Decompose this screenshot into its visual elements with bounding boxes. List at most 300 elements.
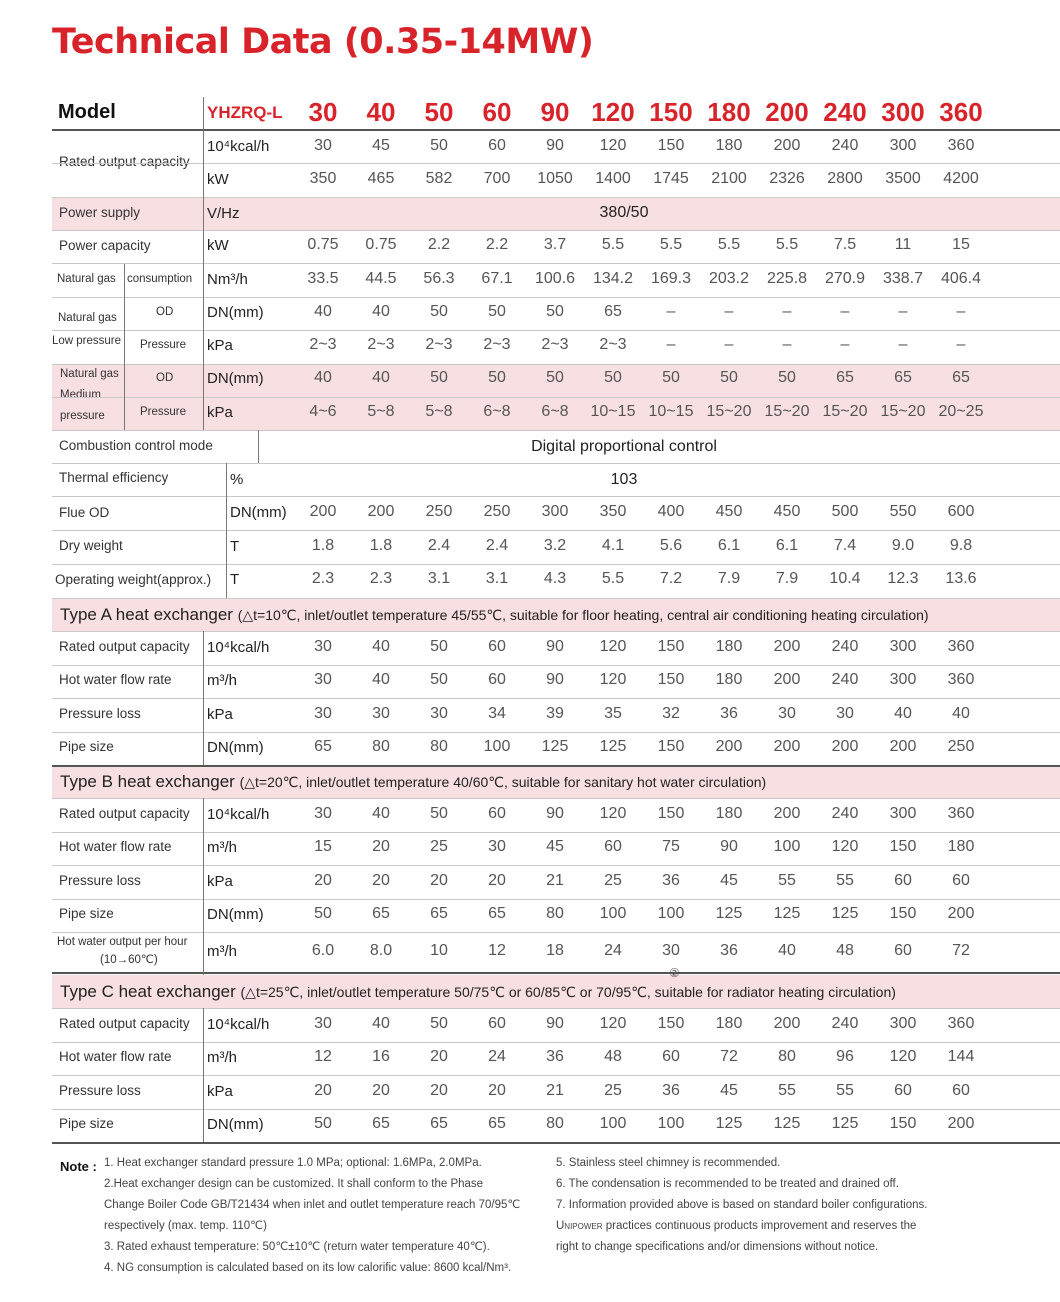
value-cell: 2100 bbox=[711, 170, 747, 187]
column-divider bbox=[226, 463, 227, 598]
value-cell: 100 bbox=[483, 738, 511, 756]
value-cell: 250 bbox=[947, 738, 975, 756]
value-cell: 40 bbox=[314, 303, 332, 320]
value-cell: 4~6 bbox=[309, 403, 337, 420]
brand-name: Unipower bbox=[556, 1220, 603, 1232]
value-cell: 120 bbox=[889, 1048, 917, 1066]
value-cell: 20 bbox=[488, 871, 506, 889]
value-cell: – bbox=[782, 336, 792, 353]
value-cell: 60 bbox=[894, 1081, 912, 1099]
value-cell: – bbox=[956, 303, 966, 320]
unit-cell: 10⁴kcal/h bbox=[207, 805, 270, 823]
value-cell: 65 bbox=[430, 1115, 448, 1133]
value-cell: 5~8 bbox=[425, 403, 453, 420]
value-cell: 2.3 bbox=[369, 570, 393, 587]
value-cell: 150 bbox=[657, 671, 685, 689]
value-cell: 125 bbox=[831, 1115, 859, 1133]
note-line-rest: practices continuous products improvement and reserves the bbox=[602, 1220, 917, 1232]
value-cell: 32 bbox=[662, 704, 680, 722]
value-cell: 90 bbox=[546, 1014, 564, 1032]
row-label: Hot water flow rate bbox=[59, 1049, 172, 1065]
value-cell: 65 bbox=[430, 905, 448, 923]
value-cell: 125 bbox=[541, 738, 569, 756]
value-cell: 300 bbox=[889, 804, 917, 822]
unit-cell: kPa bbox=[207, 872, 233, 890]
value-cell: 5.5 bbox=[775, 236, 799, 253]
value-cell: 338.7 bbox=[882, 270, 924, 287]
row-label: Rated output capacity bbox=[59, 638, 190, 654]
unit-cell: kPa bbox=[207, 705, 233, 723]
value-cell: 90 bbox=[720, 838, 738, 856]
value-cell: – bbox=[956, 336, 966, 353]
value-cell: 11 bbox=[894, 236, 912, 253]
row-label: Operating weight(approx.) bbox=[55, 572, 212, 587]
value-cell: 125 bbox=[831, 905, 859, 923]
value-cell: 35 bbox=[604, 704, 622, 722]
column-divider bbox=[203, 97, 204, 430]
value-cell: 34 bbox=[488, 704, 506, 722]
value-cell: 72 bbox=[720, 1048, 738, 1066]
value-cell: 10 bbox=[430, 942, 448, 959]
value-cell: 2~3 bbox=[541, 336, 569, 353]
value-cell: 300 bbox=[889, 1014, 917, 1032]
note-line: 1. Heat exchanger standard pressure 1.0 MPa; optional: 1.6MPa, 2.0MPa. bbox=[104, 1157, 482, 1169]
value-cell: 90 bbox=[546, 671, 564, 689]
value-cell: 6.1 bbox=[775, 537, 799, 554]
group-label: Medium bbox=[60, 389, 101, 401]
section-header bbox=[60, 773, 766, 790]
value-cell: 550 bbox=[889, 503, 917, 520]
value-cell: – bbox=[898, 303, 908, 320]
value-cell: 50 bbox=[488, 369, 506, 386]
value-cell: 10~15 bbox=[590, 403, 636, 420]
value-cell: 50 bbox=[314, 905, 332, 923]
value-cell: 200 bbox=[947, 905, 975, 923]
section-name: Type B heat exchanger bbox=[60, 772, 235, 791]
value-cell: 125 bbox=[773, 1115, 801, 1133]
row-divider bbox=[52, 496, 1060, 497]
value-cell: 33.5 bbox=[307, 270, 339, 287]
value-cell: 150 bbox=[657, 137, 685, 154]
unit-cell: m³/h bbox=[207, 672, 237, 690]
value-cell: 7.2 bbox=[659, 570, 683, 587]
value-cell: 120 bbox=[599, 637, 627, 655]
model-number: 300 bbox=[881, 97, 925, 127]
notes-label: Note : bbox=[60, 1159, 97, 1174]
value-cell: 55 bbox=[778, 871, 796, 889]
value-cell: 500 bbox=[831, 503, 859, 520]
value-cell: 60 bbox=[488, 637, 506, 655]
value-cell: 65 bbox=[488, 905, 506, 923]
value-cell: 20 bbox=[314, 1081, 332, 1099]
model-number: 50 bbox=[424, 97, 454, 127]
value-cell: 120 bbox=[599, 804, 627, 822]
value-cell: 203.2 bbox=[708, 270, 750, 287]
model-number: 150 bbox=[649, 97, 693, 127]
value-cell: 50 bbox=[430, 1014, 448, 1032]
unit-cell: T bbox=[230, 538, 240, 555]
unit-cell: kW bbox=[207, 171, 229, 188]
unit-cell: kPa bbox=[207, 1082, 233, 1100]
model-number: 90 bbox=[540, 97, 570, 127]
value-cell: 2~3 bbox=[599, 336, 627, 353]
value-cell: 60 bbox=[488, 671, 506, 689]
value-cell: 45 bbox=[720, 1081, 738, 1099]
value-cell: 6.0 bbox=[311, 942, 335, 959]
note-line: 7. Information provided above is based on standard boiler configurations. bbox=[556, 1199, 928, 1211]
value-cell: 600 bbox=[947, 503, 975, 520]
value-cell: 36 bbox=[720, 942, 738, 959]
value-cell: 96 bbox=[836, 1048, 854, 1066]
row-label: Pressure loss bbox=[59, 705, 141, 721]
value-cell: 240 bbox=[831, 137, 859, 154]
value-cell: 200 bbox=[773, 738, 801, 756]
unit-cell: T bbox=[230, 571, 240, 588]
unit-cell: m³/h bbox=[207, 1049, 237, 1067]
span-value: 380/50 bbox=[599, 204, 649, 221]
value-cell: 20 bbox=[430, 871, 448, 889]
value-cell: 90 bbox=[546, 804, 564, 822]
row-label: Combustion control mode bbox=[59, 438, 213, 453]
value-cell: 72 bbox=[952, 942, 970, 959]
value-cell: 120 bbox=[599, 671, 627, 689]
value-cell: 1400 bbox=[595, 170, 631, 187]
value-cell: 360 bbox=[947, 804, 975, 822]
model-number: 360 bbox=[939, 97, 983, 127]
value-cell: 16 bbox=[372, 1048, 390, 1066]
value-cell: 125 bbox=[773, 905, 801, 923]
unit-cell: DN(mm) bbox=[207, 1116, 264, 1134]
value-cell: 9.8 bbox=[949, 537, 973, 554]
notes-section bbox=[58, 1155, 1058, 1295]
value-cell: 15~20 bbox=[764, 403, 810, 420]
note-line: right to change specifications and/or dimensions without notice. bbox=[556, 1241, 879, 1253]
row-sublabel: Pressure bbox=[140, 406, 187, 418]
value-cell: 144 bbox=[947, 1048, 975, 1066]
value-cell: 150 bbox=[657, 637, 685, 655]
row-label: Natural gas bbox=[57, 273, 116, 285]
value-cell: 45 bbox=[546, 838, 564, 856]
value-cell: 25 bbox=[604, 871, 622, 889]
row-label: Flue OD bbox=[59, 505, 110, 520]
value-cell: 240 bbox=[831, 671, 859, 689]
value-cell: 360 bbox=[947, 671, 975, 689]
value-cell: 44.5 bbox=[365, 270, 397, 287]
value-cell: 25 bbox=[604, 1081, 622, 1099]
value-cell: 55 bbox=[778, 1081, 796, 1099]
row-sublabel: OD bbox=[156, 372, 174, 384]
note-line: 4. NG consumption is calculated based on its low calorific value: 8600 kcal/Nm³. bbox=[104, 1262, 512, 1274]
value-cell: 120 bbox=[831, 838, 859, 856]
unit-cell: DN(mm) bbox=[207, 739, 264, 757]
value-cell: 2~3 bbox=[367, 336, 395, 353]
value-cell: 60 bbox=[894, 871, 912, 889]
model-number: 240 bbox=[823, 97, 867, 127]
row-label: Dry weight bbox=[59, 538, 123, 553]
unit-cell: DN(mm) bbox=[207, 304, 264, 321]
value-cell: 400 bbox=[657, 503, 685, 520]
value-cell: 20 bbox=[372, 871, 390, 889]
row-label: Rated output capacity bbox=[59, 154, 190, 169]
value-cell: 2~3 bbox=[483, 336, 511, 353]
value-cell: 30 bbox=[778, 704, 796, 722]
unit-cell: DN(mm) bbox=[230, 504, 287, 521]
value-cell: 225.8 bbox=[766, 270, 808, 287]
value-cell: 1745 bbox=[653, 170, 689, 187]
group-label: Natural gas bbox=[58, 312, 117, 324]
section-description: (△t=25℃, inlet/outlet temperature 50/75℃ or 60/85℃ or 70/95℃, suitable for radiator heating circulation) bbox=[240, 984, 896, 1000]
value-cell: 200 bbox=[831, 738, 859, 756]
section-name: Type C heat exchanger bbox=[60, 982, 236, 1001]
span-value: Digital proportional control bbox=[531, 438, 717, 455]
value-cell: 125 bbox=[715, 1115, 743, 1133]
value-cell: 80 bbox=[778, 1048, 796, 1066]
value-cell: 30 bbox=[662, 942, 680, 959]
value-cell: 100 bbox=[657, 905, 685, 923]
value-cell: 2.4 bbox=[427, 537, 451, 554]
group-label: Natural gas bbox=[60, 368, 119, 380]
model-number: 30 bbox=[308, 97, 338, 127]
row-label: Pressure loss bbox=[59, 1082, 141, 1098]
value-cell: 360 bbox=[947, 637, 975, 655]
value-cell: 169.3 bbox=[650, 270, 692, 287]
value-cell: 50 bbox=[430, 369, 448, 386]
value-cell: 2.4 bbox=[485, 537, 509, 554]
row-divider bbox=[52, 765, 1060, 767]
value-cell: 80 bbox=[546, 1115, 564, 1133]
value-cell: 55 bbox=[836, 871, 854, 889]
value-cell: 65 bbox=[836, 369, 854, 386]
value-cell: 50 bbox=[662, 369, 680, 386]
value-cell: 60 bbox=[488, 1014, 506, 1032]
value-cell: 65 bbox=[894, 369, 912, 386]
value-cell: 40 bbox=[372, 303, 390, 320]
value-cell: 200 bbox=[947, 1115, 975, 1133]
value-cell: 60 bbox=[488, 804, 506, 822]
unit-cell: % bbox=[230, 471, 244, 488]
unit-cell: 10⁴kcal/h bbox=[207, 638, 270, 656]
value-cell: 180 bbox=[715, 1014, 743, 1032]
value-cell: 65 bbox=[952, 369, 970, 386]
value-cell: 40 bbox=[952, 704, 970, 722]
row-divider bbox=[52, 530, 1060, 531]
value-cell: 465 bbox=[367, 170, 395, 187]
value-cell: 60 bbox=[952, 1081, 970, 1099]
value-cell: 5.5 bbox=[601, 570, 625, 587]
value-cell: 200 bbox=[773, 637, 801, 655]
group-label: pressure bbox=[60, 410, 105, 422]
value-cell: 2.3 bbox=[311, 570, 335, 587]
value-cell: 12 bbox=[488, 942, 506, 959]
value-cell: 50 bbox=[430, 671, 448, 689]
value-cell: 65 bbox=[604, 303, 622, 320]
value-cell: 65 bbox=[372, 905, 390, 923]
value-cell: 1.8 bbox=[311, 537, 335, 554]
value-cell: 6.1 bbox=[717, 537, 741, 554]
value-cell: 200 bbox=[773, 671, 801, 689]
value-cell: 582 bbox=[425, 170, 453, 187]
section-name: Type A heat exchanger bbox=[60, 605, 233, 624]
value-cell: 406.4 bbox=[940, 270, 982, 287]
value-cell: 300 bbox=[889, 637, 917, 655]
value-cell: 65 bbox=[488, 1115, 506, 1133]
value-cell: 5~8 bbox=[367, 403, 395, 420]
value-cell: 7.4 bbox=[833, 537, 857, 554]
value-cell: 200 bbox=[773, 137, 801, 154]
value-cell: 40 bbox=[372, 637, 390, 655]
value-cell: 50 bbox=[604, 369, 622, 386]
model-number: 120 bbox=[591, 97, 635, 127]
note-line: Change Boiler Code GB/T21434 when inlet and outlet temperature reach 70/95℃ bbox=[104, 1199, 521, 1211]
row-label: Hot water flow rate bbox=[59, 839, 172, 855]
value-cell: 55 bbox=[836, 1081, 854, 1099]
value-cell: 24 bbox=[488, 1048, 506, 1066]
value-cell: 180 bbox=[715, 804, 743, 822]
unit-cell: m³/h bbox=[207, 943, 237, 960]
value-cell: 45 bbox=[720, 871, 738, 889]
value-cell: 7.9 bbox=[775, 570, 799, 587]
value-cell: 2326 bbox=[769, 170, 805, 187]
value-cell: 50 bbox=[430, 137, 448, 154]
value-cell: 30 bbox=[314, 137, 332, 154]
value-cell: 3.7 bbox=[543, 236, 567, 253]
value-cell: 5.5 bbox=[601, 236, 625, 253]
row-label: Rated output capacity bbox=[59, 805, 190, 821]
model-series: YHZRQ-L bbox=[207, 103, 283, 122]
value-cell: 4.1 bbox=[601, 537, 625, 554]
value-cell: 180 bbox=[715, 671, 743, 689]
row-sublabel: OD bbox=[156, 306, 174, 318]
value-cell: 200 bbox=[773, 1014, 801, 1032]
unit-cell: m³/h bbox=[207, 839, 237, 857]
value-cell: 15~20 bbox=[822, 403, 868, 420]
value-cell: 3.1 bbox=[485, 570, 509, 587]
value-cell: 80 bbox=[430, 738, 448, 756]
value-cell: 4200 bbox=[943, 170, 979, 187]
value-cell: 48 bbox=[604, 1048, 622, 1066]
value-cell: 1.8 bbox=[369, 537, 393, 554]
value-cell: 20~25 bbox=[938, 403, 984, 420]
row-label: Power capacity bbox=[59, 238, 151, 253]
value-cell: 5.6 bbox=[659, 537, 683, 554]
value-cell: 20 bbox=[372, 1081, 390, 1099]
unit-cell: 10⁴kcal/h bbox=[207, 1015, 270, 1033]
footnote-marker: ② bbox=[669, 966, 680, 980]
value-cell: 60 bbox=[604, 838, 622, 856]
column-divider bbox=[203, 631, 204, 765]
value-cell: 5.5 bbox=[717, 236, 741, 253]
unit-cell: DN(mm) bbox=[207, 906, 264, 924]
row-sublabel: Pressure bbox=[140, 339, 187, 351]
value-cell: 90 bbox=[546, 137, 564, 154]
row-divider bbox=[52, 463, 1060, 464]
value-cell: 15 bbox=[952, 236, 970, 253]
value-cell: 360 bbox=[947, 137, 975, 154]
value-cell: 30 bbox=[314, 671, 332, 689]
value-cell: – bbox=[724, 336, 734, 353]
value-cell: 180 bbox=[715, 137, 743, 154]
value-cell: – bbox=[840, 303, 850, 320]
value-cell: 134.2 bbox=[592, 270, 634, 287]
note-line: 6. The condensation is recommended to be treated and drained off. bbox=[556, 1178, 899, 1190]
column-divider bbox=[203, 1008, 204, 1142]
value-cell: 100 bbox=[599, 1115, 627, 1133]
model-header: Model bbox=[58, 101, 116, 123]
unit-cell: Nm³/h bbox=[207, 271, 248, 288]
value-cell: 9.0 bbox=[891, 537, 915, 554]
row-label: Power supply bbox=[59, 205, 141, 220]
value-cell: 39 bbox=[546, 704, 564, 722]
row-label: Pipe size bbox=[59, 1116, 114, 1132]
value-cell: 350 bbox=[309, 170, 337, 187]
value-cell: 36 bbox=[720, 704, 738, 722]
value-cell: 67.1 bbox=[481, 270, 513, 287]
value-cell: 20 bbox=[430, 1081, 448, 1099]
value-cell: 18 bbox=[546, 942, 564, 959]
value-cell: 40 bbox=[314, 369, 332, 386]
value-cell: 100 bbox=[773, 838, 801, 856]
value-cell: 360 bbox=[947, 1014, 975, 1032]
value-cell: 40 bbox=[372, 1014, 390, 1032]
value-cell: 40 bbox=[778, 942, 796, 959]
value-cell: 36 bbox=[662, 871, 680, 889]
value-cell: 20 bbox=[430, 1048, 448, 1066]
row-divider bbox=[52, 598, 1060, 599]
value-cell: 2.2 bbox=[485, 236, 509, 253]
section-description: (△t=10℃, inlet/outlet temperature 45/55℃, suitable for floor heating, central air conditioning heating circulation) bbox=[237, 607, 929, 623]
value-cell: 200 bbox=[773, 804, 801, 822]
row-sublabel: consumption bbox=[127, 273, 193, 285]
unit-cell: kW bbox=[207, 237, 229, 254]
group-label: Low pressure bbox=[52, 335, 122, 347]
value-cell: 300 bbox=[889, 137, 917, 154]
value-cell: 30 bbox=[488, 838, 506, 856]
value-cell: 60 bbox=[894, 942, 912, 959]
row-label: Pipe size bbox=[59, 739, 114, 755]
value-cell: 30 bbox=[314, 1014, 332, 1032]
value-cell: 3.1 bbox=[427, 570, 451, 587]
value-cell: 450 bbox=[773, 503, 801, 520]
value-cell: 21 bbox=[546, 1081, 564, 1099]
value-cell: 8.0 bbox=[369, 942, 393, 959]
row-label: Rated output capacity bbox=[59, 1015, 190, 1031]
value-cell: 350 bbox=[599, 503, 627, 520]
value-cell: 240 bbox=[831, 1014, 859, 1032]
value-cell: 60 bbox=[662, 1048, 680, 1066]
unit-cell: kPa bbox=[207, 337, 233, 354]
value-cell: 120 bbox=[599, 137, 627, 154]
value-cell: 150 bbox=[657, 804, 685, 822]
value-cell: 450 bbox=[715, 503, 743, 520]
value-cell: 100.6 bbox=[534, 270, 576, 287]
value-cell: 120 bbox=[599, 1014, 627, 1032]
note-line: respectively (max. temp. 110℃) bbox=[104, 1220, 267, 1232]
value-cell: 21 bbox=[546, 871, 564, 889]
unit-cell: kPa bbox=[207, 404, 233, 421]
value-cell: 50 bbox=[430, 303, 448, 320]
value-cell: 10.4 bbox=[829, 570, 861, 587]
value-cell: 7.9 bbox=[717, 570, 741, 587]
value-cell: 125 bbox=[715, 905, 743, 923]
row-divider bbox=[52, 430, 1060, 431]
value-cell: 2.2 bbox=[427, 236, 451, 253]
value-cell: 60 bbox=[488, 137, 506, 154]
value-cell: 30 bbox=[314, 637, 332, 655]
value-cell: 20 bbox=[488, 1081, 506, 1099]
value-cell: 40 bbox=[894, 704, 912, 722]
unit-cell: 10⁴kcal/h bbox=[207, 138, 270, 155]
value-cell: 180 bbox=[715, 637, 743, 655]
